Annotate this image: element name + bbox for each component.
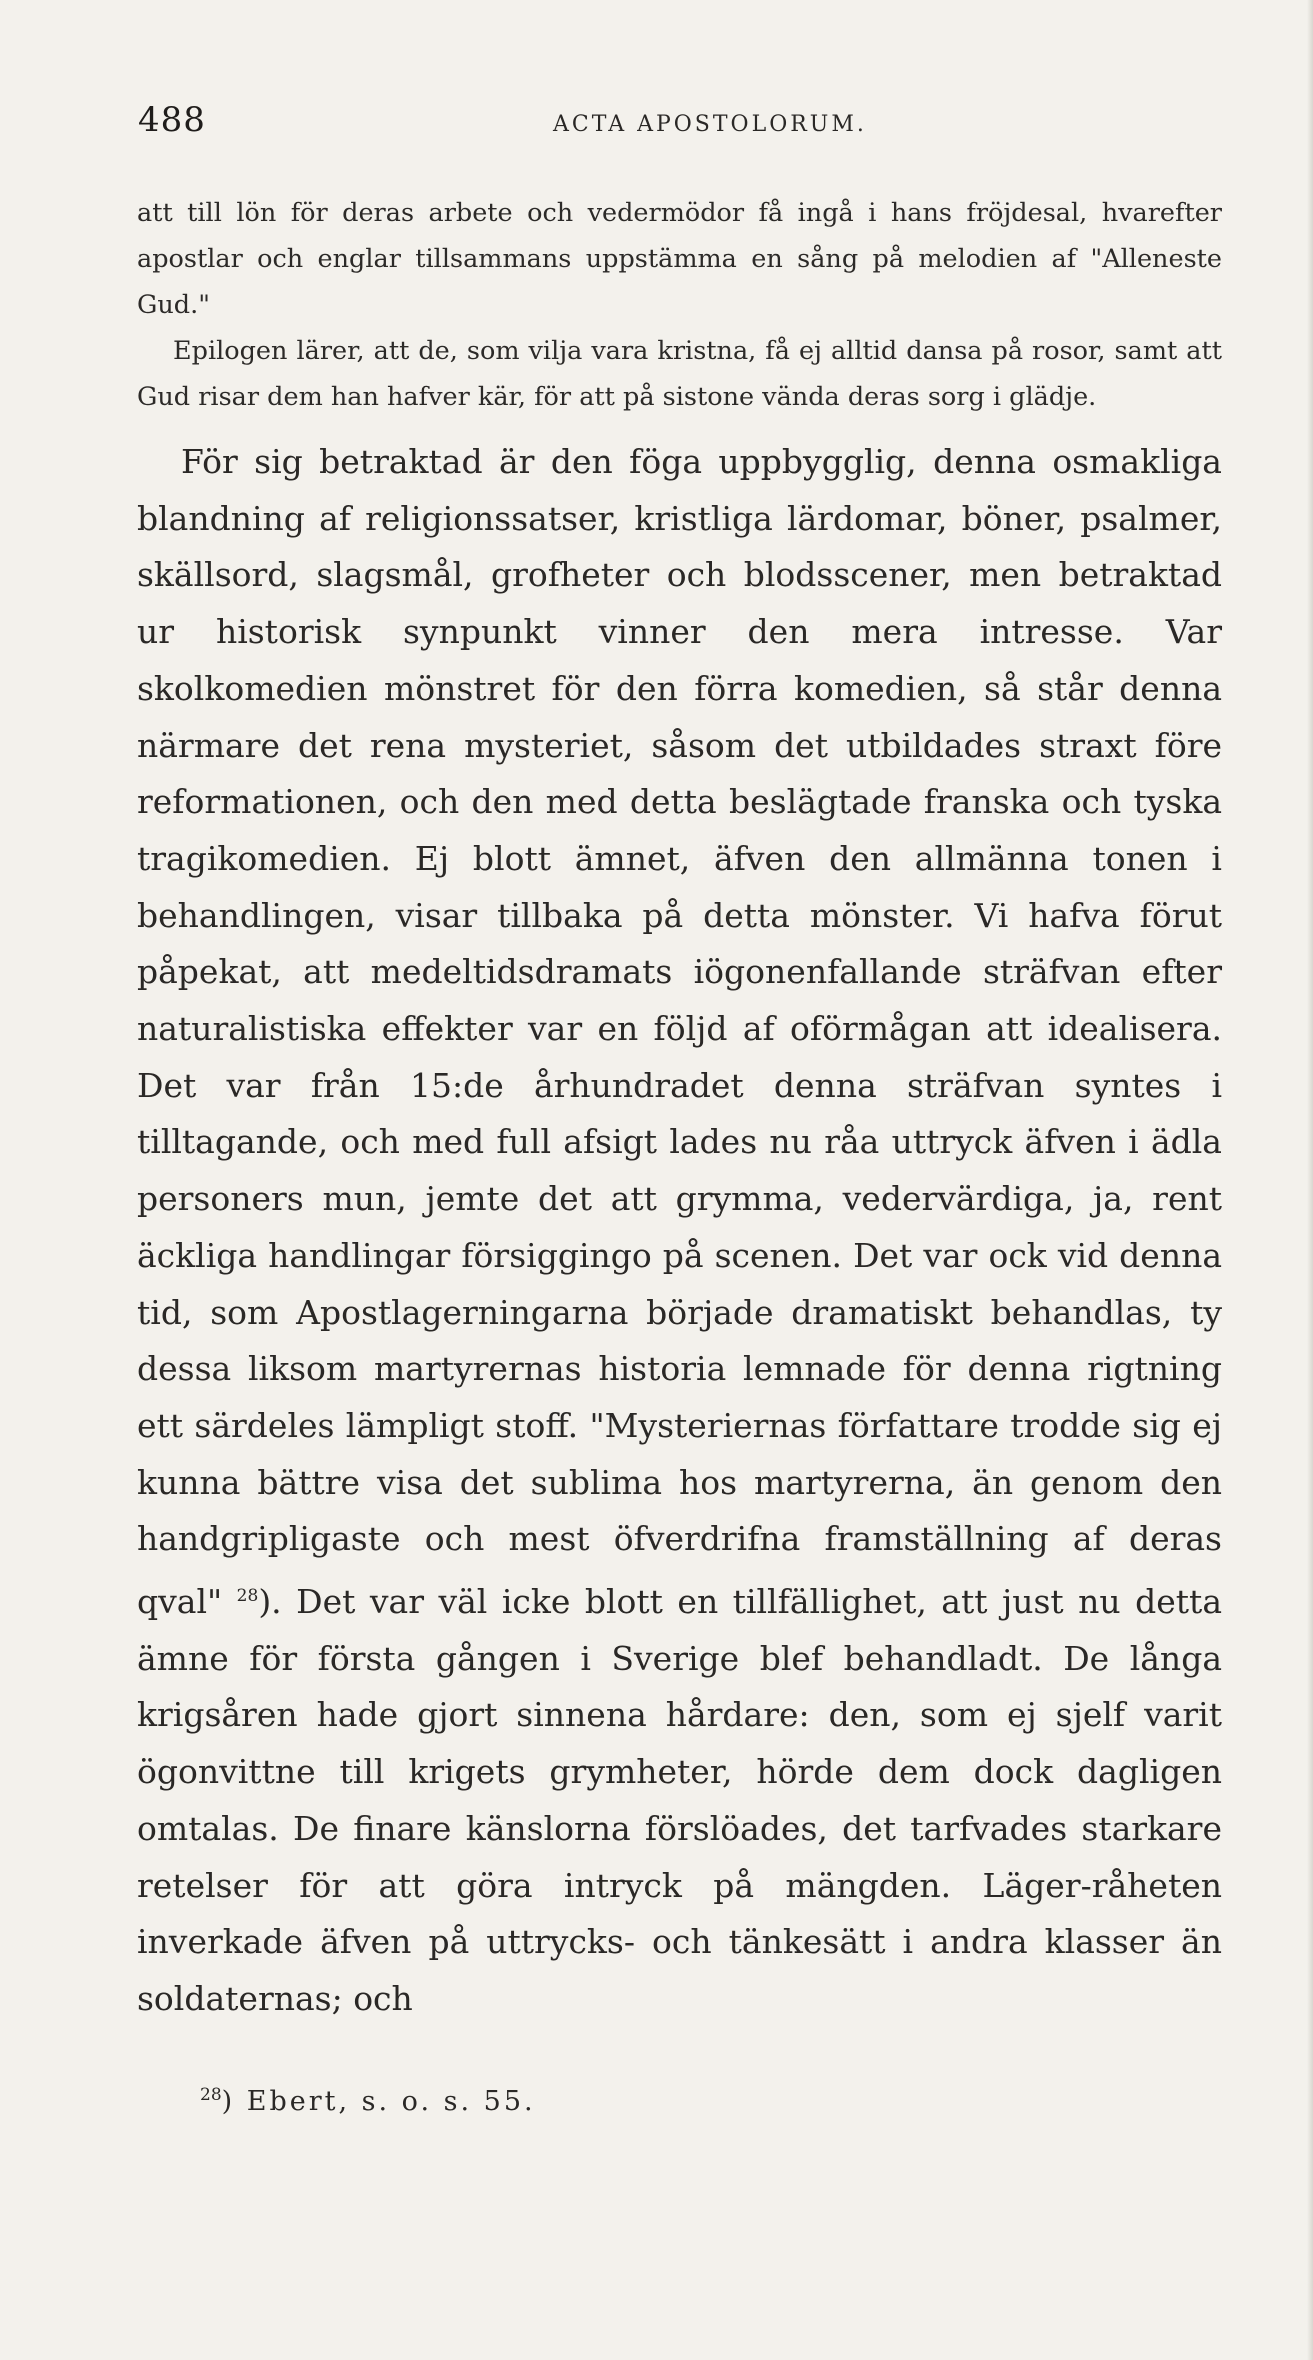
page-number: 488: [138, 100, 206, 140]
running-title: ACTA APOSTOLORUM.: [553, 112, 867, 137]
main-text-section: [137, 434, 1222, 2028]
page-header: [138, 100, 1228, 150]
footnote-text: ) Ebert, s. o. s. 55.: [221, 2086, 536, 2117]
page-edge-shadow: [1307, 0, 1313, 2360]
footnote: [200, 2085, 536, 2117]
paragraph-3: [137, 434, 1222, 2028]
footnote-reference[interactable]: 28: [236, 1586, 259, 1607]
paragraph-2: Epilogen lärer, att de, som vilja vara kristna, få ej alltid dansa på rosor, samt att Gud risar dem han hafver kär, för att på sistone vända deras sorg i glädje.: [137, 336, 1222, 412]
paragraph-1: att till lön för deras arbete och vedermödor få ingå i hans fröjdesal, hvarefter apostlar och englar tillsammans uppstämma en sång på melodien af "Alleneste Gud.": [137, 198, 1222, 320]
footnote-mark: 28: [200, 2085, 222, 2105]
paragraph-3-start: För sig betraktad är den föga uppbygglig, denna osmakliga blandning af religionssatser, kristliga lärdomar, böner, psalmer, skällsord, slagsmål, grofheter och blodsscener, men betraktad ur historisk synpunkt vinner den mera intresse. Var skolkomedien mönstret för den förra komedien, så står denna närmare det rena mysteriet, såsom det utbildades straxt före reformationen, och den med detta beslägtade franska och tyska tragikomedien. Ej blott ämnet, äfven den allmänna tonen i behandlingen, visar tillbaka på detta mönster. Vi hafva förut påpekat, att medeltidsdramats iögonenfallande sträfvan efter naturalistiska effekter var en följd af oförmågan att idealisera. Det var från 15:de århundradet denna sträfvan syntes i tilltagande, och med full afsigt lades nu råa uttryck äfven i ädla personers mun, jemte det att grymma, vedervärdiga, ja, rent äckliga handlingar försiggingo på scenen. Det var ock vid denna tid, som Apostlagerningarna började dramatiskt behandlas, ty dessa liksom martyrernas historia lemnade för denna rigtning ett särdeles lämpligt stoff. "Mysteriernas författare trodde sig ej kunna bättre visa det sublima hos martyrerna, än genom den handgripligaste och mest öfverdrifna framställning af deras qval": [137, 442, 1222, 1622]
paragraph-3-end: ). Det var väl icke blott en tillfällighet, att just nu detta ämne för första gången i Sverige blef behandladt. De långa krigsåren hade gjort sinnena hårdare: den, som ej sjelf varit ögonvittne till krigets grymheter, hörde dem dock dagligen omtalas. De finare känslorna förslöades, det tarfvades starkare retelser för att göra intryck på mängden. Läger-råheten inverkade äfven på uttrycks- och tänkesätt i andra klasser än soldaternas; och: [137, 1582, 1222, 2018]
page-body: [137, 190, 1222, 2028]
small-print-section: [137, 190, 1222, 420]
